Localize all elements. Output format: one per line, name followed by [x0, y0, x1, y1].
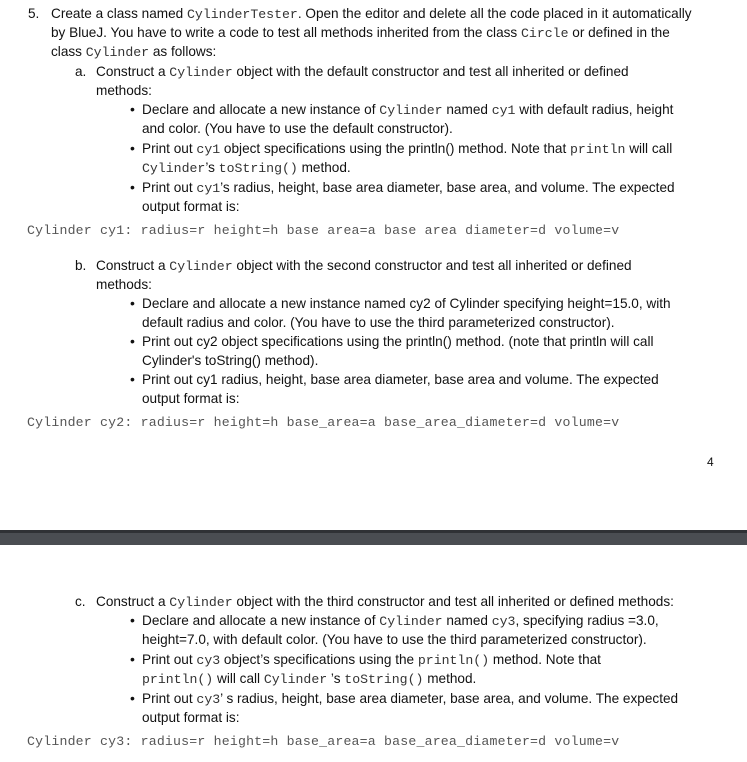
part-c-line-1: Construct a Cylinder object with the third constructor and test all inherited or defined methods: [96, 594, 674, 610]
part-b-bullet-1: • Declare and allocate a new instance named cy2 of Cylinder specifying height=15.0, with [142, 294, 671, 313]
part-b-line-2: methods: [96, 277, 152, 292]
part-a-marker: a. [75, 64, 87, 79]
part-c-bullet-3-cont: output format is: [142, 710, 240, 725]
question-line-2: by BlueJ. You have to write a code to test all methods inherited from the class Circle or defined in the [51, 25, 670, 41]
question-line-3: class Cylinder as follows: [51, 44, 217, 60]
part-a-line-2: methods: [96, 83, 152, 98]
page-number: 4 [707, 455, 714, 469]
document-page-2 [0, 545, 747, 762]
part-c-bullet-1: • Declare and allocate a new instance of Cylinder named cy3, specifying radius =3.0, [142, 611, 659, 631]
part-a-bullet-3: • Print out cy1’s radius, height, base area diameter, base area, and volume. The expected [142, 178, 675, 198]
part-b-bullet-3-cont: output format is: [142, 391, 240, 406]
part-a-bullet-1: • Declare and allocate a new instance of Cylinder named cy1 with default radius, height [142, 100, 673, 120]
part-a-output-format: Cylinder cy1: radius=r height=h base area=a base area diameter=d volume=v [27, 223, 620, 238]
question-number: 5. [28, 6, 40, 21]
part-c-bullet-1-cont: height=7.0, with default color. (You have to use the third parameterized constructor). [142, 632, 647, 647]
question-line-1: Create a class named CylinderTester. Open the editor and delete all the code placed in it automatically [51, 6, 692, 22]
part-a-bullet-1-cont: and color. (You have to use the default constructor). [142, 121, 453, 136]
part-b-marker: b. [75, 258, 87, 273]
part-b-bullet-2-cont: Cylinder's toString() method). [142, 353, 319, 368]
part-a-bullet-3-cont: output format is: [142, 199, 240, 214]
part-b-bullet-2: • Print out cy2 object specifications using the println() method. (note that println will call [142, 332, 654, 351]
part-b-output-format: Cylinder cy2: radius=r height=h base_area=a base_area_diameter=d volume=v [27, 415, 620, 430]
part-c-marker: c. [75, 594, 86, 609]
part-c-bullet-2: • Print out cy3 object’s specifications using the println() method. Note that [142, 650, 601, 670]
part-c-bullet-3: • Print out cy3’ s radius, height, base area diameter, base area, and volume. The expected [142, 689, 678, 709]
part-b-bullet-3: • Print out cy1 radius, height, base area diameter, base area and volume. The expected [142, 370, 659, 389]
part-c-output-format: Cylinder cy3: radius=r height=h base_area=a base_area_diameter=d volume=v [27, 734, 620, 749]
part-b-bullet-1-cont: default radius and color. (You have to use the third parameterized constructor). [142, 315, 615, 330]
part-b-line-1: Construct a Cylinder object with the second constructor and test all inherited or defined [96, 258, 632, 274]
part-a-bullet-2: • Print out cy1 object specifications using the println() method. Note that println will call [142, 139, 672, 159]
part-a-bullet-2-cont: Cylinder’s toString() method. [142, 160, 351, 176]
part-a-line-1: Construct a Cylinder object with the default constructor and test all inherited or defined [96, 64, 629, 80]
page-separator [0, 530, 747, 545]
part-c-bullet-2-cont: println() will call Cylinder ’s toString() method. [142, 671, 477, 687]
